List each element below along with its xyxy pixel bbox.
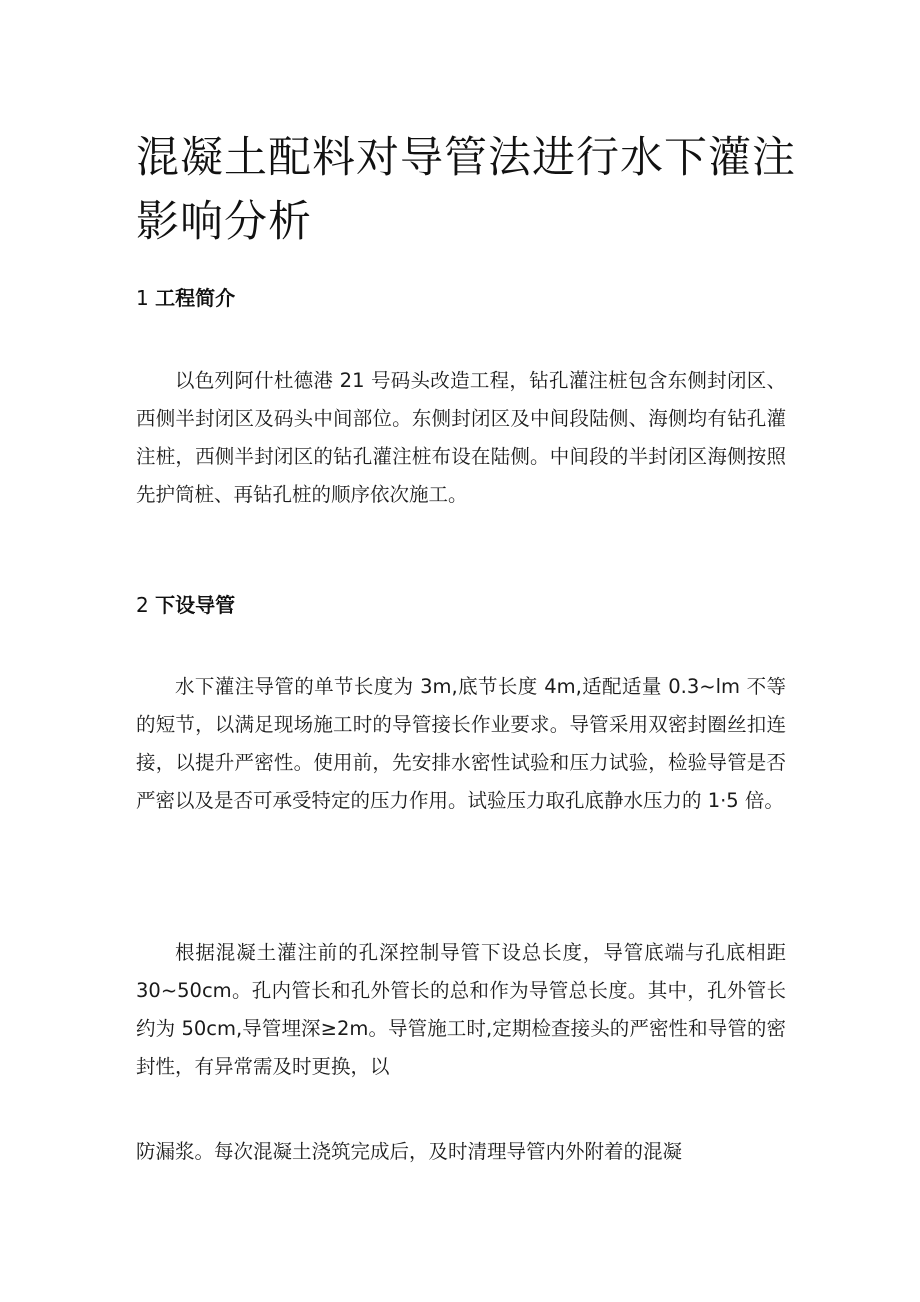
section-title: 下设导管 bbox=[155, 593, 236, 617]
document-title: 混凝土配料对导管法进行水下灌注影响分析 bbox=[136, 133, 796, 247]
paragraph-conduit-specs: 水下灌注导管的单节长度为 3m,底节长度 4m,适配适量 0.3~lm 不等的短节，以满足现场施工时的导管接长作业要求。导管采用双密封圈丝扣连接，以提升严密性。使用前，先安排水密性试验和压力试验，检验导管是否严密以及是否可承受特定的压力作用。试验压力取孔底静水压力的 1·5 倍。 bbox=[136, 675, 786, 812]
section-heading-1 bbox=[136, 284, 235, 312]
section-title: 工程简介 bbox=[155, 286, 236, 310]
section-heading-2 bbox=[136, 591, 235, 619]
paragraph-continuation: 防漏浆。每次混凝土浇筑完成后，及时清理导管内外附着的混凝 bbox=[136, 1140, 683, 1163]
paragraph-project-intro: 以色列阿什杜德港 21 号码头改造工程，钻孔灌注桩包含东侧封闭区、西侧半封闭区及码头中间部位。东侧封闭区及中间段陆侧、海侧均有钻孔灌注桩，西侧半封闭区的钻孔灌注桩布设在陆侧。中间段的半封闭区海侧按照先护筒桩、再钻孔桩的顺序依次施工。 bbox=[136, 369, 786, 506]
section-number: 2 bbox=[136, 593, 149, 617]
section-number: 1 bbox=[136, 286, 149, 310]
paragraph-conduit-length: 根据混凝土灌注前的孔深控制导管下设总长度，导管底端与孔底相距 30~50cm。孔内管长和孔外管长的总和作为导管总长度。其中，孔外管长约为 50cm,导管埋深≥2m。导管施工时,定期检查接头的严密性和导管的密封性，有异常需及时更换，以 bbox=[136, 941, 786, 1078]
